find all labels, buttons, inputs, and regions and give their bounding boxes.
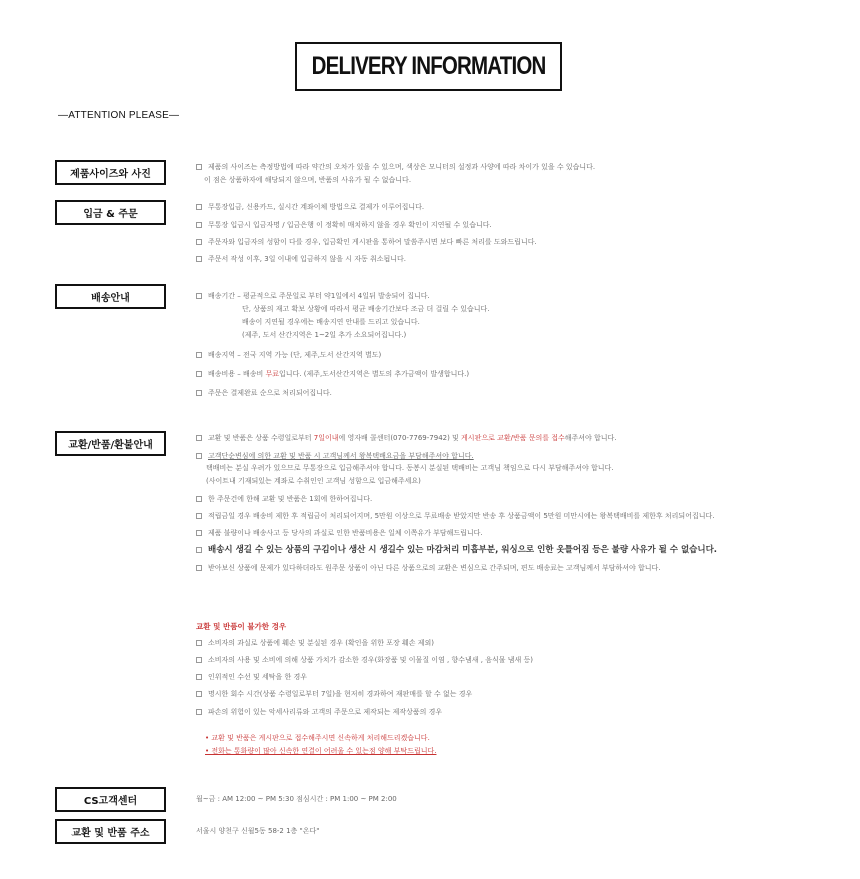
- checkbox-icon: [196, 709, 202, 715]
- checkbox-icon: [196, 164, 202, 170]
- checkbox-icon: [196, 222, 202, 228]
- payment-line-3: 주문자와 입금자의 성함이 다를 경우, 입금확인 게시판을 통하여 말씀주시면 보다 빠른 처리를 도와드립니다.: [196, 238, 537, 247]
- not-allowed-title: 교환 및 반품이 불가한 경우: [196, 622, 287, 631]
- checkbox-icon: [196, 640, 202, 646]
- shipping-period-sub-3: (제주, 도서 산간지역은 1~2일 추가 소요되어집니다.): [242, 331, 407, 339]
- shipping-period-sub-2: 배송이 지연될 경우에는 배송지연 안내를 드리고 있습니다.: [242, 318, 420, 326]
- exchange-line-2: 고객단순변심에 의한 교환 및 반품 시 고객님께서 왕복택배요금을 부담해주셔야 합니다.: [196, 452, 474, 461]
- shipping-period-sub-1: 단, 상품의 재고 확보 상황에 따라서 평균 배송기간보다 조금 더 걸릴 수 있습니다.: [242, 305, 490, 313]
- notice-phone-note: • 전화는 통화량이 많아 신속한 연결이 어려울 수 있는점 양해 부탁드립니다.: [205, 747, 437, 755]
- checkbox-icon: [196, 565, 202, 571]
- checkbox-icon: [196, 530, 202, 536]
- checkbox-icon: [196, 256, 202, 262]
- exchange-line-5: 제품 불량이나 배송사고 등 당사의 과실로 인한 반품비용은 일체 이쪽유가 부담해드립니다.: [196, 529, 483, 538]
- shipping-order: 주문은 결제완료 순으로 처리되어집니다.: [196, 389, 332, 398]
- shipping-period: 배송기간 – 평균적으로 주문일로 부터 약1일에서 4일뒤 발송되어 집니다.: [196, 292, 430, 301]
- label-shipping: 배송안내: [55, 284, 166, 309]
- not-allowed-item-5: 파손의 위험이 있는 악세사리류와 고객의 주문으로 제작되는 제작상품의 경우: [196, 708, 442, 717]
- shipping-fee: 배송비용 – 배송비 무료입니다. (제주,도서산간지역은 별도의 추가금액이 발생합니다.): [196, 370, 469, 379]
- page-title: DELIVERY INFORMATION: [311, 52, 546, 80]
- checkbox-icon: [196, 657, 202, 663]
- checkbox-icon: [196, 390, 202, 396]
- not-allowed-item-3: 인위적인 수선 및 세탁을 한 경우: [196, 673, 307, 682]
- shipping-area: 배송지역 – 전국 지역 가능 (단, 제주,도서 산간지역 별도): [196, 351, 381, 360]
- checkbox-icon: [196, 674, 202, 680]
- exchange-line-2-sub-2: (사이트내 기재되있는 계좌로 수취인인 고객님 성함으로 입금해주세요): [206, 477, 421, 485]
- title-box: [295, 42, 562, 91]
- cs-hours: 월~금 : AM 12:00 ~ PM 5:30 점심시간 : PM 1:00 ~ PM 2:00: [196, 795, 397, 803]
- checkbox-icon: [196, 691, 202, 697]
- label-payment-order: 입금 & 주문: [55, 200, 166, 225]
- checkbox-icon: [196, 547, 202, 553]
- payment-line-2: 무통장 입금시 입금자명 / 입금은행 이 정확히 매치하지 않을 경우 확인이 지연될 수 있습니다.: [196, 221, 492, 230]
- return-address: 서울시 양천구 신월5동 58-2 1층 "온다": [196, 827, 320, 835]
- exchange-line-6: 배송시 생길 수 있는 상품의 구김이나 생산 시 생길수 있는 마감처리 미흡부분, 워싱으로 인한 옷틀어짐 등은 불량 사유가 될 수 없습니다.: [196, 545, 717, 555]
- attention-heading: —ATTENTION PLEASE—: [58, 110, 180, 121]
- label-exchange-return: 교환/반품/환불안내: [55, 431, 166, 456]
- checkbox-icon: [196, 352, 202, 358]
- exchange-line-4: 적립금일 경우 배송비 제한 후 적립금이 처리되어지며, 5만원 이상으로 무료배송 받았지만 반송 후 상품금액이 5만원 미만시에는 왕복택배비를 제한후 처리되어집니다.: [196, 512, 714, 521]
- product-line-2: 이 점은 상품하자에 해당되지 않으며, 반품의 사유가 될 수 없습니다.: [204, 176, 412, 184]
- checkbox-icon: [196, 239, 202, 245]
- not-allowed-item-4: 명시한 회수 시간(상품 수령일로부터 7일)을 현저히 경과하여 재판매를 할 수 없는 경우: [196, 690, 472, 699]
- checkbox-icon: [196, 435, 202, 441]
- not-allowed-item-1: 소비자의 과실로 상품에 훼손 및 분실된 경우 (확인을 위한 포장 훼손 제외): [196, 639, 434, 648]
- checkbox-icon: [196, 293, 202, 299]
- checkbox-icon: [196, 513, 202, 519]
- exchange-line-7: 받아보신 상품에 문제가 있다하더라도 원주문 상품이 아닌 다른 상품으로의 교환은 변심으로 간주되며, 편도 배송료는 고객님께서 부담하셔야 합니다.: [196, 564, 661, 573]
- not-allowed-item-2: 소비자의 사용 및 소비에 의해 상품 가치가 감소한 경우(화장품 및 이물질 이염 , 향수냄새 , 음식물 냄새 등): [196, 656, 533, 665]
- checkbox-icon: [196, 453, 202, 459]
- label-cs-center: CS고객센터: [55, 787, 166, 812]
- exchange-line-2-sub-1: 택배비는 분실 우려가 있으므로 무통장으로 입금해주셔야 합니다. 동봉시 분실된 택배비는 고객님 책임으로 다시 부담해주셔야 합니다.: [206, 464, 614, 472]
- payment-line-4: 주문서 작성 이후, 3일 이내에 입금하지 않을 시 자동 취소됩니다.: [196, 255, 406, 264]
- exchange-line-3: 한 주문건에 한해 교환 및 반품은 1회에 한하여집니다.: [196, 495, 372, 504]
- label-return-address: 교환 및 반품 주소: [55, 819, 166, 844]
- checkbox-icon: [196, 204, 202, 210]
- notice-board-note: • 교환 및 반품은 게시판으로 접수해주시면 신속하게 처리해드리겠습니다.: [205, 734, 430, 742]
- checkbox-icon: [196, 496, 202, 502]
- checkbox-icon: [196, 371, 202, 377]
- label-product-size: 제품사이즈와 사진: [55, 160, 166, 185]
- payment-line-1: 무통장입금, 신용카드, 실시간 계좌이체 방법으로 결제가 이루어집니다.: [196, 203, 424, 212]
- exchange-line-1: 교환 및 반품은 상품 수령일로부터 7일이내에 영자배 콜센터(070-7769-7942) 및 게시판으로 교환/반품 문의를 접수해주셔야 합니다.: [196, 434, 617, 443]
- product-line-1: 제품의 사이즈는 측정방법에 따라 약간의 오차가 있을 수 있으며, 색상은 모니터의 설정과 사양에 따라 차이가 있을 수 있습니다.: [196, 163, 595, 172]
